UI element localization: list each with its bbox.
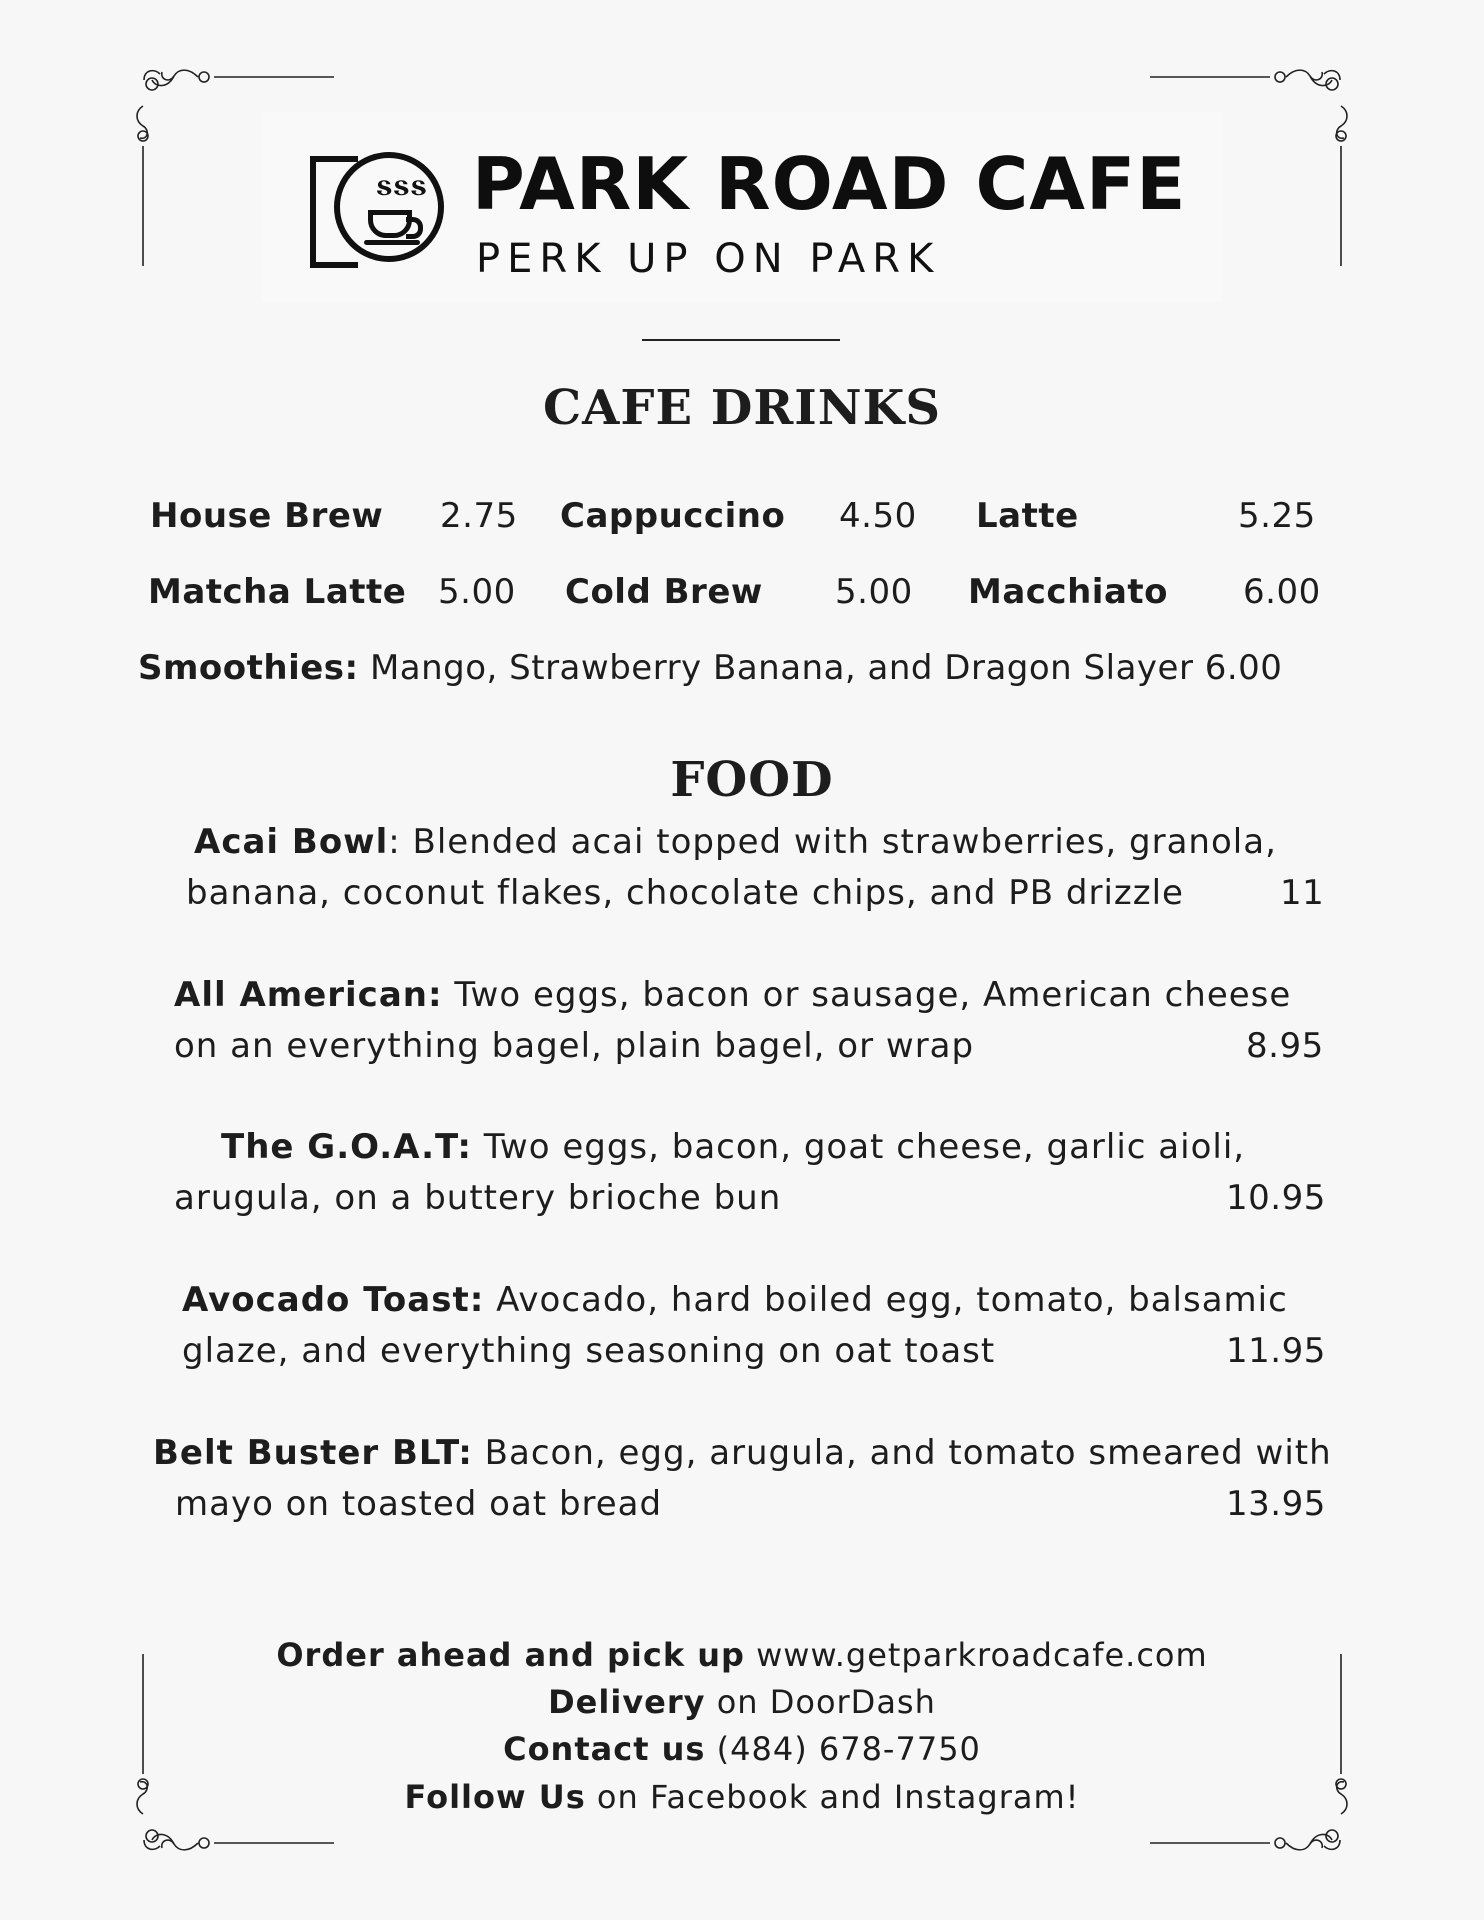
food-item-name: Avocado Toast:	[182, 1280, 485, 1320]
drink-price: 5.00	[835, 572, 913, 612]
footer-order-line: Order ahead and pick up www.getparkroadcafe.com	[276, 1636, 1208, 1674]
drink-price: 5.25	[1238, 496, 1316, 536]
drink-name: Matcha Latte	[148, 572, 407, 612]
drink-name: Cappuccino	[560, 496, 786, 536]
footer-contact-line: Contact us (484) 678-7750	[503, 1730, 981, 1768]
coffee-cup-icon	[334, 152, 444, 262]
website-link[interactable]: www.getparkroadcafe.com	[744, 1636, 1208, 1674]
drink-name: Macchiato	[968, 572, 1168, 612]
logo-name: PARK ROAD CAFE	[472, 142, 1187, 226]
smoothies-line	[138, 648, 1282, 688]
food-item-description: Two eggs, bacon, goat cheese, garlic aioli,	[471, 1127, 1246, 1167]
food-item-line	[221, 1127, 1245, 1167]
drink-price: 4.50	[839, 496, 917, 536]
footer-delivery-line: Delivery on DoorDash	[548, 1683, 936, 1721]
drink-item	[565, 572, 763, 612]
phone-number: (484) 678-7750	[705, 1730, 981, 1768]
food-item-description: Bacon, egg, arugula, and tomato smeared with	[472, 1433, 1332, 1473]
drink-item	[148, 572, 406, 612]
drink-item	[968, 572, 1168, 612]
food-item-name: Belt Buster BLT:	[153, 1433, 473, 1473]
food-item-price: 11.95	[1226, 1331, 1326, 1371]
drink-item	[976, 496, 1079, 536]
food-item-line	[153, 1433, 1332, 1473]
food-item-description: glaze, and everything seasoning on oat toast	[182, 1331, 996, 1371]
food-item-line: Acai Bowl: Blended acai topped with strawberries, granola,	[194, 822, 1277, 862]
drink-name: House Brew	[150, 496, 384, 536]
food-item-price: 13.95	[1226, 1484, 1326, 1524]
section-title-drinks: CAFE DRINKS	[542, 380, 942, 436]
drink-price: 6.00	[1243, 572, 1321, 612]
drink-item	[560, 496, 785, 536]
steam-icon: ՏՏՏ	[376, 176, 428, 200]
drink-price: 2.75	[440, 496, 518, 536]
drink-price: 5.00	[438, 572, 516, 612]
divider	[642, 339, 840, 341]
food-item-description: Avocado, hard boiled egg, tomato, balsamic	[484, 1280, 1288, 1320]
drink-name: Cold Brew	[565, 572, 763, 612]
drink-item	[150, 496, 383, 536]
food-item-description: Blended acai topped with strawberries, granola,	[400, 822, 1277, 862]
food-item-name: All American:	[174, 975, 443, 1015]
food-item-line	[182, 1280, 1288, 1320]
food-item-description: mayo on toasted oat bread	[175, 1484, 663, 1524]
food-item-line	[174, 975, 1291, 1015]
food-item-name: Acai Bowl	[194, 822, 389, 862]
footer-follow-line: Follow Us on Facebook and Instagram!	[404, 1778, 1080, 1816]
food-item-description: Two eggs, bacon or sausage, American cheese	[442, 975, 1292, 1015]
food-item-description: on an everything bagel, plain bagel, or wrap	[174, 1026, 975, 1066]
food-item-description: arugula, on a buttery brioche bun	[174, 1178, 782, 1218]
drink-name: Latte	[976, 496, 1079, 536]
food-item-description: banana, coconut flakes, chocolate chips, and PB drizzle	[186, 873, 1184, 913]
food-item-price: 10.95	[1226, 1178, 1326, 1218]
food-item-price: 8.95	[1246, 1026, 1324, 1066]
section-title-food: FOOD	[670, 752, 834, 808]
logo-tagline: PERK UP ON PARK	[476, 236, 941, 282]
food-item-name: The G.O.A.T:	[221, 1127, 472, 1167]
cafe-logo	[262, 112, 1222, 302]
food-item-price: 11	[1280, 873, 1325, 913]
smoothies-text: Mango, Strawberry Banana, and Dragon Slayer 6.00	[358, 648, 1283, 688]
smoothies-label: Smoothies:	[138, 648, 359, 688]
